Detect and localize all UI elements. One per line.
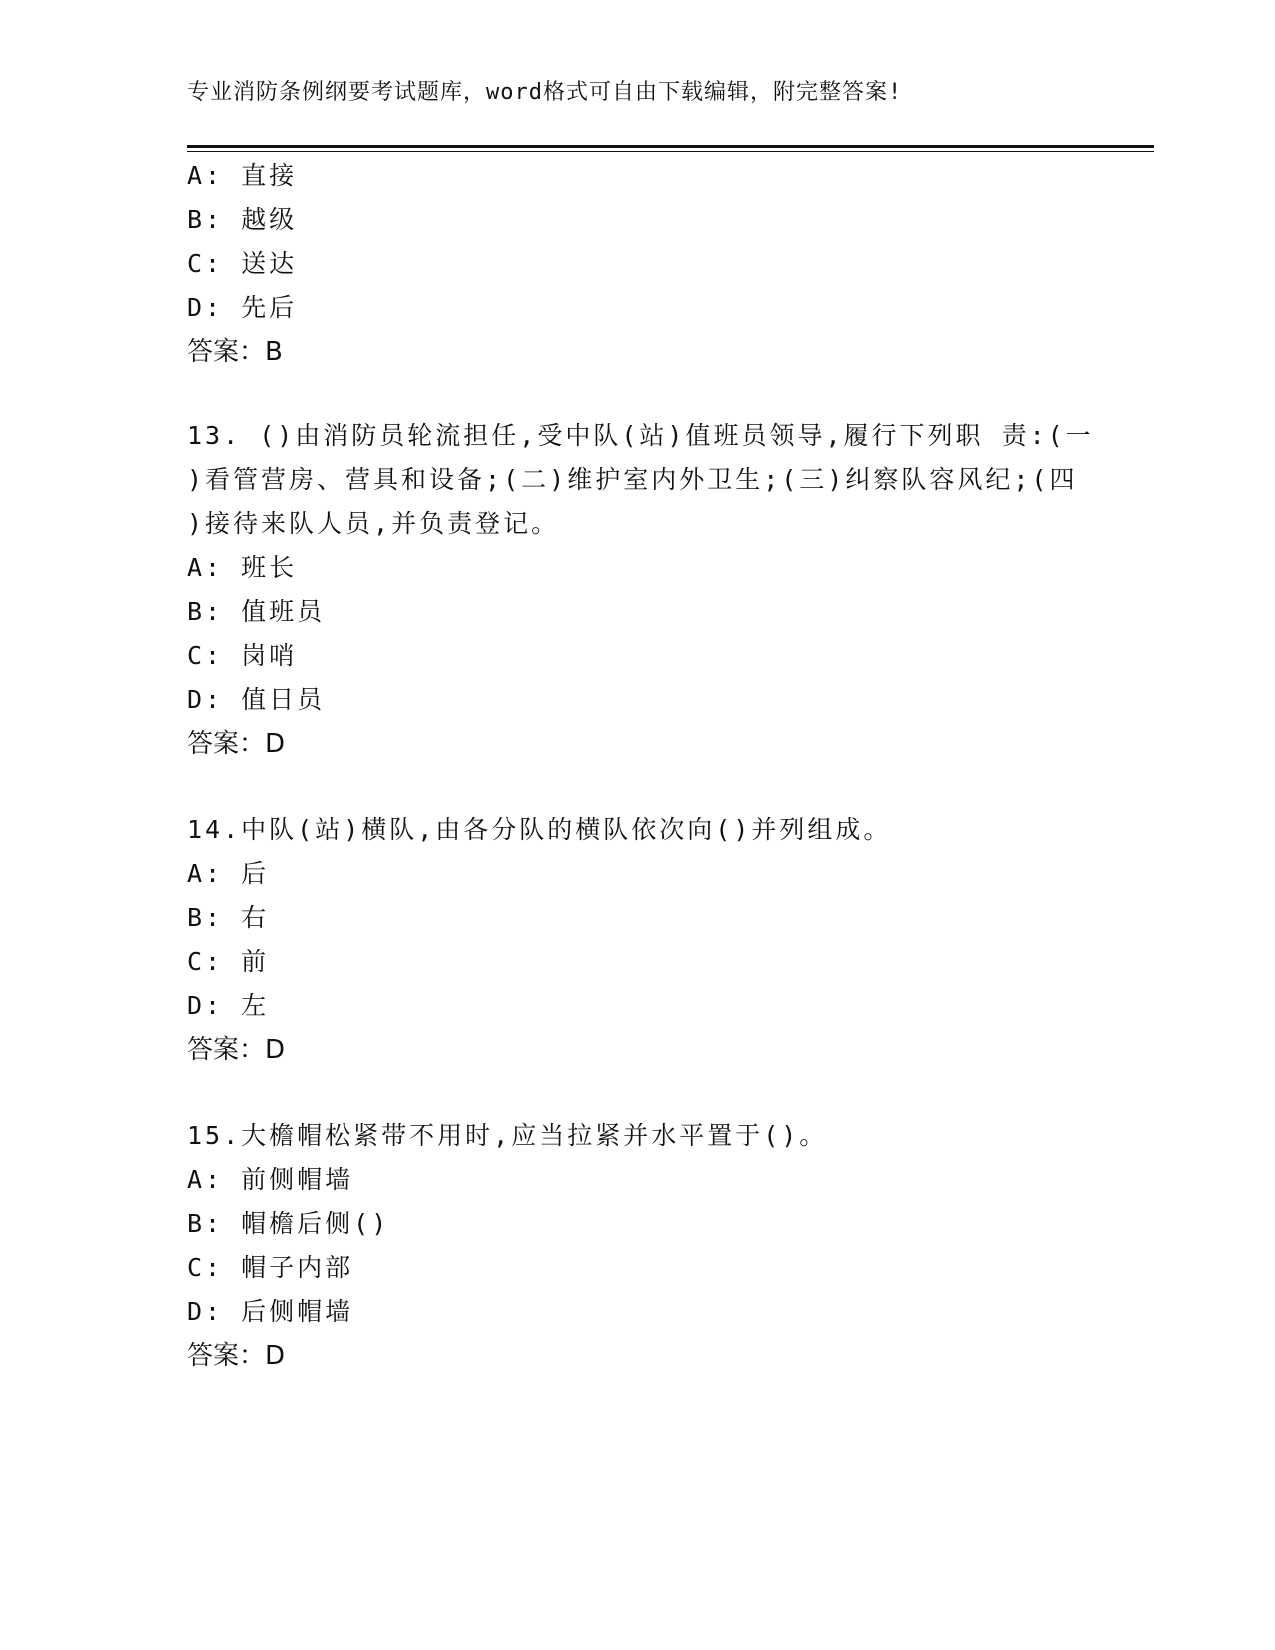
option-text: 右 (241, 903, 270, 932)
answer-line: 答案：D (187, 1035, 286, 1065)
option-b (187, 1208, 389, 1240)
question-stem-line: )看管营房、营具和设备;(二)维护室内外卫生;(三)纠察队容风纪;(四 (187, 465, 1078, 494)
option-text: 后侧帽墙 (241, 1297, 354, 1326)
header-divider-thick (187, 145, 1154, 148)
option-text: 帽檐后侧() (241, 1209, 390, 1238)
option-label: B: (187, 1209, 224, 1238)
option-label: C: (187, 1253, 224, 1282)
option-a (187, 552, 297, 584)
page-header: 专业消防条例纲要考试题库，word格式可自由下载编辑，附完整答案! (187, 80, 903, 105)
question-stem-line: 14.中队(站)横队,由各分队的横队依次向()并列组成。 (187, 815, 892, 844)
option-label: B: (187, 205, 224, 234)
option-text: 岗哨 (241, 641, 298, 670)
answer-line: 答案：D (187, 1341, 286, 1371)
option-text: 前 (241, 947, 270, 976)
option-label: C: (187, 947, 224, 976)
option-a (187, 1164, 353, 1196)
option-c (187, 946, 269, 978)
option-label: D: (187, 685, 224, 714)
option-text: 先后 (241, 293, 298, 322)
option-d (187, 292, 297, 324)
option-label: A: (187, 1165, 224, 1194)
option-b (187, 902, 269, 934)
answer-line: 答案：B (187, 337, 283, 367)
answer-line: 答案：D (187, 729, 286, 759)
option-label: A: (187, 859, 224, 888)
option-c (187, 248, 297, 280)
option-d (187, 1296, 353, 1328)
option-b (187, 204, 297, 236)
option-b (187, 596, 325, 628)
option-label: D: (187, 1297, 224, 1326)
option-text: 前侧帽墙 (241, 1165, 354, 1194)
option-text: 值班员 (241, 597, 326, 626)
option-text: 值日员 (241, 685, 326, 714)
option-label: A: (187, 553, 224, 582)
option-text: 送达 (241, 249, 298, 278)
option-text: 越级 (241, 205, 298, 234)
option-label: B: (187, 597, 224, 626)
question-stem-line: 13. ()由消防员轮流担任,受中队(站)值班员领导,履行下列职 责:(一 (187, 421, 1094, 450)
option-label: B: (187, 903, 224, 932)
option-d (187, 684, 325, 716)
option-text: 后 (241, 859, 270, 888)
option-text: 左 (241, 991, 270, 1020)
option-a (187, 160, 297, 192)
option-text: 帽子内部 (241, 1253, 354, 1282)
option-text: 直接 (241, 161, 298, 190)
option-d (187, 990, 269, 1022)
option-c (187, 640, 297, 672)
header-divider-thin (187, 151, 1154, 152)
option-label: C: (187, 249, 224, 278)
option-label: A: (187, 161, 224, 190)
option-c (187, 1252, 353, 1284)
option-label: C: (187, 641, 224, 670)
option-text: 班长 (241, 553, 298, 582)
question-stem-line: 15.大檐帽松紧带不用时,应当拉紧并水平置于()。 (187, 1121, 828, 1150)
option-label: D: (187, 293, 224, 322)
question-stem-line: )接待来队人员,并负责登记。 (187, 509, 560, 538)
option-label: D: (187, 991, 224, 1020)
option-a (187, 858, 269, 890)
